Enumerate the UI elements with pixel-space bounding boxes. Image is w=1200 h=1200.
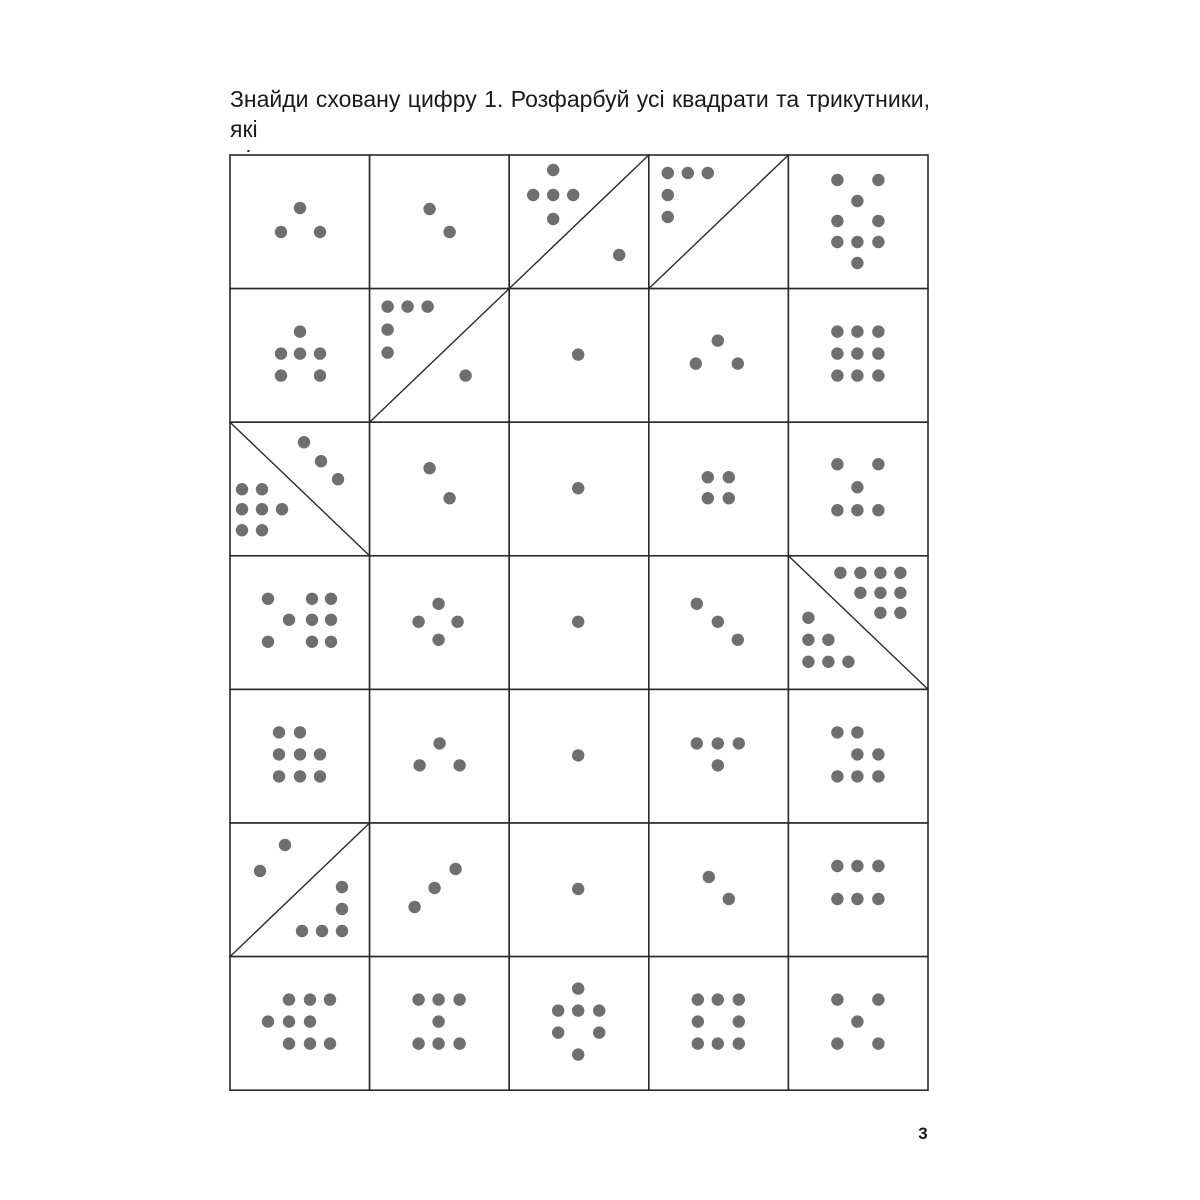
- cell-border: [370, 422, 510, 556]
- dot: [851, 860, 863, 872]
- dot: [854, 567, 866, 579]
- dot: [294, 202, 306, 214]
- dot: [432, 634, 444, 646]
- grid-cell[interactable]: [370, 957, 510, 1091]
- dot: [851, 257, 863, 269]
- grid-cell[interactable]: [230, 422, 370, 556]
- dot: [279, 839, 291, 851]
- dot: [702, 167, 714, 179]
- dot: [325, 593, 337, 605]
- cell-border: [649, 422, 789, 556]
- grid-cell[interactable]: [230, 823, 370, 957]
- dot: [304, 1037, 316, 1049]
- grid-cell[interactable]: [509, 155, 649, 289]
- dot: [453, 759, 465, 771]
- dot: [682, 167, 694, 179]
- dot: [262, 1015, 274, 1027]
- dot: [401, 300, 413, 312]
- dot: [733, 1015, 745, 1027]
- cell-border: [230, 957, 370, 1091]
- dot: [851, 893, 863, 905]
- dot: [324, 993, 336, 1005]
- dot: [851, 726, 863, 738]
- dot: [572, 482, 584, 494]
- dot: [421, 300, 433, 312]
- dot: [298, 436, 310, 448]
- cell-border: [230, 556, 370, 690]
- dot: [412, 616, 424, 628]
- dot: [851, 195, 863, 207]
- dot: [314, 347, 326, 359]
- dot: [691, 737, 703, 749]
- dot: [262, 593, 274, 605]
- dot: [831, 325, 843, 337]
- dot: [872, 860, 884, 872]
- cell-border: [649, 823, 789, 957]
- dot: [314, 748, 326, 760]
- dot: [443, 226, 455, 238]
- grid-cell[interactable]: [649, 422, 789, 556]
- dot: [443, 492, 455, 504]
- dot: [256, 503, 268, 515]
- grid-cell[interactable]: [788, 289, 928, 423]
- grid-cell[interactable]: [788, 689, 928, 823]
- dot: [712, 334, 724, 346]
- dot: [733, 1037, 745, 1049]
- dot: [275, 347, 287, 359]
- dot: [236, 483, 248, 495]
- grid-cell[interactable]: [649, 556, 789, 690]
- grid-cell[interactable]: [509, 556, 649, 690]
- dot: [273, 770, 285, 782]
- grid-cell[interactable]: [230, 689, 370, 823]
- dot: [831, 504, 843, 516]
- instruction-line-1: Знайди сховану цифру 1. Розфарбуй усі квадрати та трикутники, які: [230, 86, 930, 142]
- grid-cell[interactable]: [649, 823, 789, 957]
- dot: [423, 203, 435, 215]
- dot: [276, 503, 288, 515]
- dot: [432, 1015, 444, 1027]
- dot: [283, 1037, 295, 1049]
- dot: [692, 1037, 704, 1049]
- dot: [428, 882, 440, 894]
- dot: [381, 323, 393, 335]
- dot: [662, 211, 674, 223]
- dot: [872, 458, 884, 470]
- dot: [802, 656, 814, 668]
- dot: [572, 1048, 584, 1060]
- dot: [723, 492, 735, 504]
- dot: [325, 636, 337, 648]
- dot: [336, 925, 348, 937]
- dot: [802, 634, 814, 646]
- dot: [851, 369, 863, 381]
- dot: [692, 1015, 704, 1027]
- dot: [822, 634, 834, 646]
- cell-border: [509, 957, 649, 1091]
- cell-border: [230, 155, 370, 289]
- dot: [413, 759, 425, 771]
- cell-border: [370, 689, 510, 823]
- grid-cell[interactable]: [509, 289, 649, 423]
- dot: [527, 189, 539, 201]
- dot: [256, 524, 268, 536]
- cell-border: [788, 823, 928, 957]
- dot: [254, 865, 266, 877]
- dot: [872, 504, 884, 516]
- dot: [874, 567, 886, 579]
- dot: [296, 925, 308, 937]
- dot: [872, 1037, 884, 1049]
- grid-cell[interactable]: [649, 289, 789, 423]
- dot: [690, 357, 702, 369]
- grid-cell[interactable]: [649, 155, 789, 289]
- grid-cell[interactable]: [370, 689, 510, 823]
- dot: [733, 993, 745, 1005]
- grid-cell[interactable]: [649, 957, 789, 1091]
- dot: [547, 189, 559, 201]
- dot: [294, 770, 306, 782]
- dot: [712, 1037, 724, 1049]
- cell-border: [649, 957, 789, 1091]
- cell-border: [370, 155, 510, 289]
- grid-cell[interactable]: [370, 155, 510, 289]
- grid-cell[interactable]: [370, 556, 510, 690]
- dot: [325, 614, 337, 626]
- dot: [294, 748, 306, 760]
- dot: [872, 369, 884, 381]
- dot: [572, 883, 584, 895]
- dot: [712, 737, 724, 749]
- dot: [872, 748, 884, 760]
- dot: [851, 347, 863, 359]
- dot: [733, 737, 745, 749]
- dot: [306, 614, 318, 626]
- dot: [572, 749, 584, 761]
- dot: [324, 1037, 336, 1049]
- dot: [802, 612, 814, 624]
- grid-cell[interactable]: [509, 422, 649, 556]
- dot: [894, 587, 906, 599]
- dot: [294, 726, 306, 738]
- dot: [662, 189, 674, 201]
- dot: [822, 656, 834, 668]
- grid-cell[interactable]: [788, 155, 928, 289]
- dot: [831, 458, 843, 470]
- dot: [702, 492, 714, 504]
- grid-cell[interactable]: [370, 823, 510, 957]
- dot: [851, 481, 863, 493]
- grid-cell[interactable]: [788, 556, 928, 690]
- dot: [432, 993, 444, 1005]
- grid-cell[interactable]: [649, 689, 789, 823]
- grid-cell[interactable]: [230, 155, 370, 289]
- dot: [872, 893, 884, 905]
- dot: [851, 504, 863, 516]
- dot: [547, 213, 559, 225]
- dot: [831, 860, 843, 872]
- dot: [851, 1015, 863, 1027]
- dot: [306, 636, 318, 648]
- dot: [283, 614, 295, 626]
- dot: [275, 226, 287, 238]
- cell-border: [649, 689, 789, 823]
- dot: [236, 524, 248, 536]
- dot: [874, 587, 886, 599]
- dot: [552, 1026, 564, 1038]
- dot: [552, 1004, 564, 1016]
- dot: [316, 925, 328, 937]
- dot: [283, 993, 295, 1005]
- dot: [273, 726, 285, 738]
- dot: [412, 993, 424, 1005]
- dot: [273, 748, 285, 760]
- dot: [304, 993, 316, 1005]
- dot: [449, 863, 461, 875]
- dot: [851, 325, 863, 337]
- dot: [408, 901, 420, 913]
- dot: [283, 1015, 295, 1027]
- dot: [432, 1037, 444, 1049]
- dot: [572, 348, 584, 360]
- dot: [262, 636, 274, 648]
- dot: [336, 881, 348, 893]
- dot: [613, 249, 625, 261]
- dot: [702, 471, 714, 483]
- dot: [572, 616, 584, 628]
- dot: [572, 1004, 584, 1016]
- dot: [712, 993, 724, 1005]
- dot: [851, 748, 863, 760]
- grid-cell[interactable]: [788, 422, 928, 556]
- dot: [423, 462, 435, 474]
- dot: [831, 215, 843, 227]
- dot: [381, 346, 393, 358]
- dot: [381, 300, 393, 312]
- dot: [872, 174, 884, 186]
- dot: [842, 656, 854, 668]
- dot: [854, 587, 866, 599]
- dot: [834, 567, 846, 579]
- grid-cell[interactable]: [788, 957, 928, 1091]
- dot: [872, 215, 884, 227]
- dot: [703, 871, 715, 883]
- dot: [433, 737, 445, 749]
- dot: [723, 471, 735, 483]
- dot: [723, 893, 735, 905]
- dot: [593, 1004, 605, 1016]
- dot: [872, 770, 884, 782]
- dot: [662, 167, 674, 179]
- dot: [831, 1037, 843, 1049]
- dot: [851, 770, 863, 782]
- dot: [572, 982, 584, 994]
- dot: [831, 347, 843, 359]
- dot: [874, 607, 886, 619]
- dot: [831, 726, 843, 738]
- dot: [306, 593, 318, 605]
- dot: [314, 369, 326, 381]
- dot: [872, 347, 884, 359]
- dot: [547, 164, 559, 176]
- dot: [332, 473, 344, 485]
- grid-cell[interactable]: [230, 289, 370, 423]
- dot: [712, 759, 724, 771]
- dot: [451, 616, 463, 628]
- grid-cell[interactable]: [230, 556, 370, 690]
- dot: [236, 503, 248, 515]
- dot: [275, 369, 287, 381]
- dot: [256, 483, 268, 495]
- dot: [831, 893, 843, 905]
- cell-border: [370, 556, 510, 690]
- dot: [732, 634, 744, 646]
- dot: [732, 357, 744, 369]
- grid-cell[interactable]: [509, 957, 649, 1091]
- dot: [831, 174, 843, 186]
- grid-cell[interactable]: [370, 422, 510, 556]
- dot: [712, 616, 724, 628]
- dot: [593, 1026, 605, 1038]
- dot: [831, 369, 843, 381]
- dot: [851, 236, 863, 248]
- dot: [314, 226, 326, 238]
- grid-cell[interactable]: [370, 289, 510, 423]
- dot: [894, 607, 906, 619]
- dot: [304, 1015, 316, 1027]
- dot: [692, 993, 704, 1005]
- dot: [872, 993, 884, 1005]
- dot: [831, 770, 843, 782]
- dot: [294, 347, 306, 359]
- dot: [453, 1037, 465, 1049]
- dot: [453, 993, 465, 1005]
- dot: [314, 770, 326, 782]
- grid-cell[interactable]: [509, 689, 649, 823]
- grid-cell[interactable]: [509, 823, 649, 957]
- dot: [872, 236, 884, 248]
- dot: [894, 567, 906, 579]
- dot: [315, 455, 327, 467]
- dot: [412, 1037, 424, 1049]
- dot: [691, 598, 703, 610]
- dot: [336, 903, 348, 915]
- dot: [872, 325, 884, 337]
- dot: [459, 369, 471, 381]
- dot: [294, 325, 306, 337]
- grid-cell[interactable]: [230, 957, 370, 1091]
- cell-border: [649, 289, 789, 423]
- dot: [831, 993, 843, 1005]
- grid-cell[interactable]: [788, 823, 928, 957]
- dot: [831, 236, 843, 248]
- page-number: 3: [918, 1124, 928, 1143]
- dot: [432, 598, 444, 610]
- dot: [567, 189, 579, 201]
